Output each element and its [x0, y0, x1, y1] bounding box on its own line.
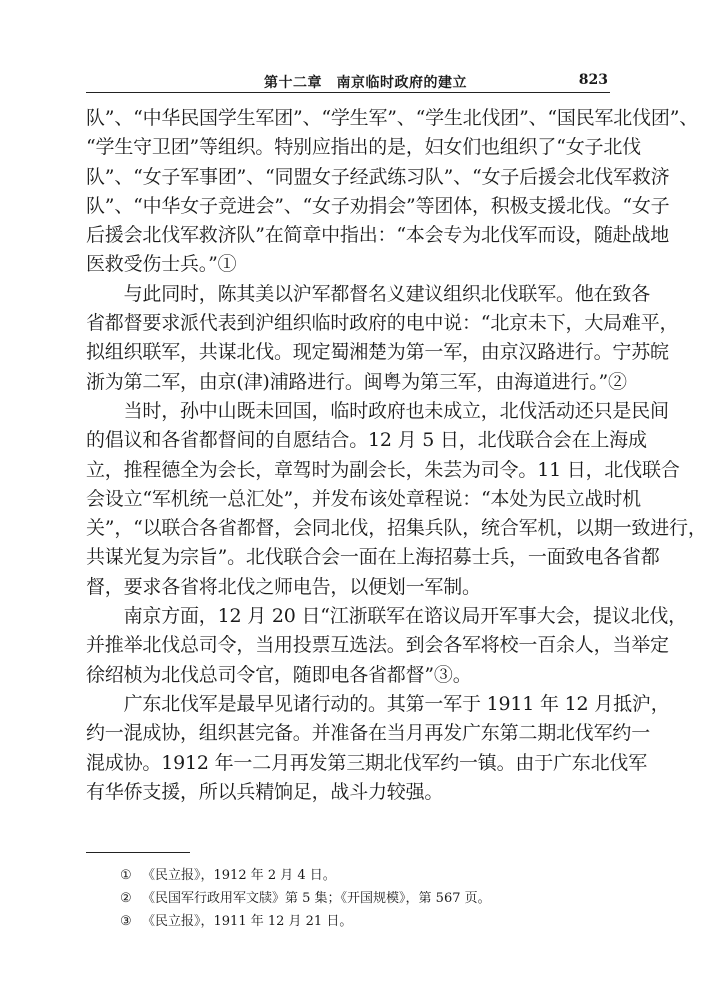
footnotes: [120, 864, 600, 933]
text-line: 立，推程德全为会长，章驾时为副会长，朱芸为司令。11 日，北伐联合: [86, 458, 680, 481]
text-line: 关”，“以联合各省都督，会同北伐，招集兵队，统合军机，以期一致进行，: [86, 517, 707, 540]
footnote-marker: ②: [120, 891, 132, 906]
page-number: 823: [578, 72, 608, 88]
text-line: 与此同时，陈其美以沪军都督名义建议组织北伐联军。他在致各: [86, 282, 651, 305]
footnote-text: 《民立报》，1912 年 2 月 4 日。: [142, 868, 336, 883]
header-rule: [86, 92, 610, 93]
text-line: 共谋光复为宗旨”。北伐联合会一面在上海招募士兵，一面致电各省都: [86, 546, 660, 569]
text-line: 南京方面，12 月 20 日“江浙联军在谘议局开军事大会，提议北伐，: [86, 605, 687, 628]
text-line: 当时，孙中山既未回国，临时政府也未成立，北伐活动还只是民间: [86, 399, 669, 422]
text-line: 省都督要求派代表到沪组织临时政府的电中说：“北京未下，大局难平，: [86, 312, 679, 335]
text-line: 约一混成协，组织甚完备。并准备在当月再发广东第二期北伐军约一: [86, 722, 651, 745]
text-line: “学生守卫团”等组织。特别应指出的是，妇女们也组织了“女子北伐: [86, 136, 641, 159]
text-line: 队”、“女子军事团”、“同盟女子经武练习队”、“女子后援会北伐军救济: [86, 165, 670, 188]
footnote-text: 《民国军行政用军文牍》第 5 集；《开国规模》，第 567 页。: [142, 891, 491, 906]
body-text: [86, 104, 707, 807]
text-line: 队”、“中华女子竞进会”、“女子劝捐会”等团体，积极支援北伐。“女子: [86, 194, 670, 217]
text-line: 的倡议和各省都督间的自愿结合。12 月 5 日，北伐联合会在上海成: [86, 429, 647, 452]
footnote-marker: ①: [120, 868, 132, 883]
text-line: 并推举北伐总司令，当用投票互选法。到会各军将校一百余人，当举定: [86, 634, 669, 657]
text-line: 广东北伐军是最早见诸行动的。其第一军于 1911 年 12 月抵沪，: [86, 692, 670, 715]
footnote-item: [120, 887, 600, 910]
text-line: 徐绍桢为北伐总司令官，随即电各省都督”③。: [86, 663, 472, 686]
text-line: 拟组织联军，共谋北伐。现定蜀湘楚为第一军，由京汉路进行。宁苏皖: [86, 341, 669, 364]
footnote-item: [120, 910, 600, 933]
footnote-item: [120, 864, 600, 887]
footnote-rule: [86, 852, 190, 853]
text-line: 浙为第二军，由京(津)浦路进行。闽粤为第三军，由海道进行。”②: [86, 370, 627, 393]
text-line: 混成协。1912 年一二月再发第三期北伐军约一镇。由于广东北伐军: [86, 751, 647, 774]
running-header: [86, 72, 610, 90]
text-line: 队”、“中华民国学生军团”、“学生军”、“学生北伐团”、“国民军北伐团”、: [86, 107, 699, 129]
text-line: 医救受伤士兵。”①: [86, 253, 237, 276]
text-line: 督，要求各省将北伐之师电告，以便划一军制。: [86, 575, 481, 598]
text-line: 有华侨支援，所以兵精饷足，战斗力较强。: [86, 780, 444, 803]
footnote-marker: ③: [120, 914, 132, 929]
chapter-title: 第十二章 南京临时政府的建立: [264, 75, 467, 91]
text-line: 会设立“军机统一总汇处”，并发布该处章程说：“本处为民立战时机: [86, 487, 641, 510]
footnote-text: 《民立报》，1911 年 12 月 21 日。: [142, 914, 353, 929]
text-line: 后援会北伐军救济队”在简章中指出：“本会专为北伐军而设，随赴战地: [86, 224, 670, 247]
